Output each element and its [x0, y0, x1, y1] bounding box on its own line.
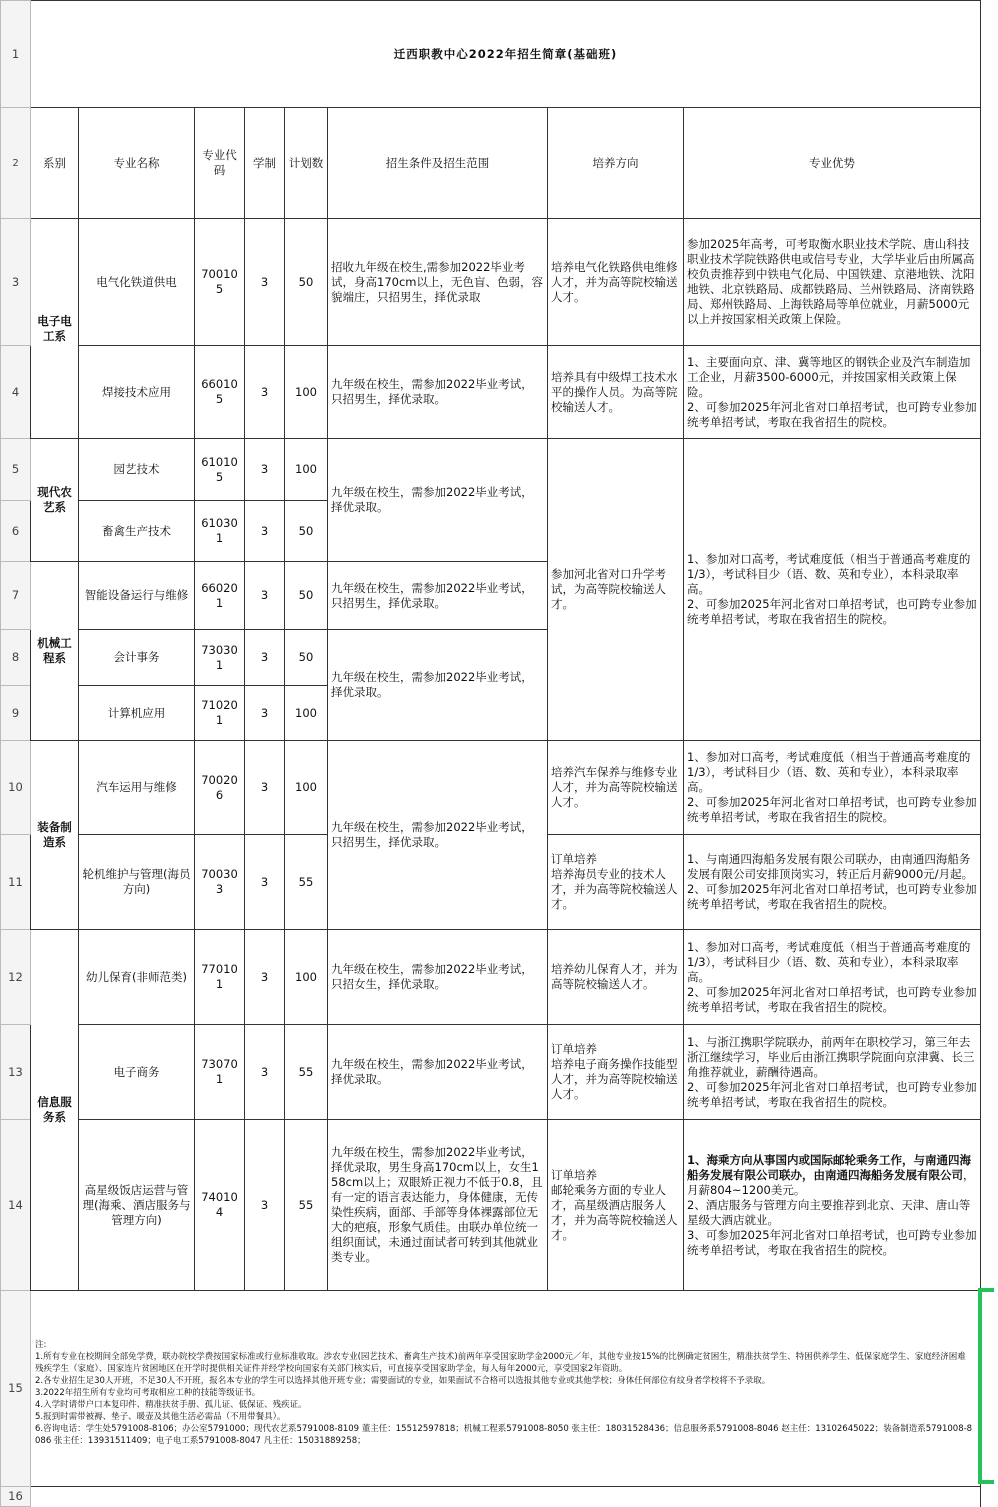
- major-code: 700303: [195, 835, 245, 930]
- plan-count: 100: [285, 930, 328, 1025]
- table-row: [1, 439, 998, 501]
- dept-agri: 现代农艺系: [31, 439, 79, 562]
- plan-count: 100: [285, 741, 328, 835]
- major-code: 660201: [195, 562, 245, 630]
- study-years: 3: [245, 1120, 285, 1291]
- conditions: 九年级在校生，需参加2022毕业考试，择优录取。: [328, 439, 548, 562]
- conditions: 九年级在校生，需参加2022毕业考试，只招男生，择优录取。: [328, 741, 548, 930]
- major-name: 轮机维护与管理(海员方向): [79, 835, 195, 930]
- row-number: 1: [1, 1, 31, 108]
- row-number: 10: [1, 741, 31, 835]
- plan-count: 100: [285, 346, 328, 439]
- major-name: 高星级饭店运营与管理(海乘、酒店服务与管理方向): [79, 1120, 195, 1291]
- major-name: 幼儿保育(非师范类): [79, 930, 195, 1025]
- selection-bracket: [978, 1288, 994, 1484]
- major-name: 计算机应用: [79, 686, 195, 741]
- header-code: 专业代码: [195, 108, 245, 219]
- row-number: 16: [1, 1487, 31, 1507]
- header-plan: 计划数: [285, 108, 328, 219]
- advantage: [684, 1120, 981, 1291]
- table-row: [1, 346, 998, 439]
- major-code: 700105: [195, 219, 245, 346]
- major-name: 会计事务: [79, 630, 195, 686]
- major-code: 610301: [195, 501, 245, 562]
- note-item: 5.报到时需带被褥、垫子、暖壶及其他生活必需品（不用带餐具）。: [35, 1411, 974, 1423]
- direction: 订单培养 邮轮乘务方面的专业人才，高星级酒店服务人才，并为高等院校输送人才。: [548, 1120, 684, 1291]
- row-number: 3: [1, 219, 31, 346]
- plan-count: 55: [285, 1120, 328, 1291]
- study-years: 3: [245, 741, 285, 835]
- note-item: 3.2022年招生所有专业均可考取相应工种的技能等级证书。: [35, 1387, 974, 1399]
- plan-count: 55: [285, 835, 328, 930]
- header-major: 专业名称: [79, 108, 195, 219]
- major-name: 园艺技术: [79, 439, 195, 501]
- direction: 培养具有中级焊工技术水平的操作人员。为高等院校输送人才。: [548, 346, 684, 439]
- header-conditions: 招生条件及招生范围: [328, 108, 548, 219]
- direction: 订单培养 培养电子商务操作技能型人才，并为高等院校输送人才。: [548, 1025, 684, 1120]
- study-years: 3: [245, 835, 285, 930]
- header-dept: 系别: [31, 108, 79, 219]
- row-number: 11: [1, 835, 31, 930]
- row-number: 5: [1, 439, 31, 501]
- major-name: 汽车运用与维修: [79, 741, 195, 835]
- notes-heading: 注:: [35, 1339, 974, 1351]
- row-number: 15: [1, 1291, 31, 1487]
- study-years: 3: [245, 930, 285, 1025]
- row-number: 14: [1, 1120, 31, 1291]
- conditions: 九年级在校生，需参加2022毕业考试，择优录取。: [328, 630, 548, 741]
- row-number: 4: [1, 346, 31, 439]
- major-name: 畜禽生产技术: [79, 501, 195, 562]
- study-years: 3: [245, 439, 285, 501]
- advantage: 1、与浙江携职学院联办，前两年在职校学习，第三年去浙江继续学习，毕业后由浙江携职学院面向京津冀、长三角推荐就业，薪酬待遇高。 2、可参加2025年河北省对口单招考试，也可跨专业参加统考单招考试，考取在我省招生的院校。: [684, 1025, 981, 1120]
- advantage: 1、参加对口高考，考试难度低（相当于普通高考难度的1/3），考试科目少（语、数、英和专业），本科录取率高。 2、可参加2025年河北省对口单招考试，也可跨专业参加统考单招考试，考取在我省招生的院校。: [684, 930, 981, 1025]
- plan-count: 100: [285, 686, 328, 741]
- advantage: 1、与南通四海船务发展有限公司联办，由南通四海船务发展有限公司安排顶岗实习，转正后月薪9000元/月起。 2、可参加2025年河北省对口单招考试，也可跨专业参加统考单招考试，考取在我省招生的院校。: [684, 835, 981, 930]
- dept-mech: 机械工程系: [31, 562, 79, 741]
- major-code: 700206: [195, 741, 245, 835]
- header-advantage: 专业优势: [684, 108, 981, 219]
- conditions: 九年级在校生，需参加2022毕业考试，只招男生，择优录取。: [328, 346, 548, 439]
- row-number: 8: [1, 630, 31, 686]
- plan-count: 55: [285, 1025, 328, 1120]
- header-direction: 培养方向: [548, 108, 684, 219]
- direction: 培养汽车保养与维修专业人才，并为高等院校输送人才。: [548, 741, 684, 835]
- table-row: [1, 930, 998, 1025]
- row-number: 9: [1, 686, 31, 741]
- note-item: 6.咨询电话：学生处5791008-8106；办公室5791000；现代农艺系5791008-8109 董主任：15512597818；机械工程系5791008-8050 张主任：18031528436；信息服务系5791008-8046 赵主任：13102645022；装备制造系5791008-8086 张主任：13931511409；电子电工系5791008-8047 凡主任：15031889258；: [35, 1423, 974, 1447]
- plan-count: 50: [285, 562, 328, 630]
- advantage: 1、参加对口高考，考试难度低（相当于普通高考难度的1/3），考试科目少（语、数、英和专业），本科录取率高。 2、可参加2025年河北省对口单招考试，也可跨专业参加统考单招考试，考取在我省招生的院校。: [684, 741, 981, 835]
- conditions: 九年级在校生，需参加2022毕业考试，择优录取，男生身高170cm以上，女生158cm以上；双眼矫正视力不低于0.8，且有一定的语言表达能力，身体健康，无传染性疾病，面部、手部等身体裸露部位无大的疤痕，形象气质佳。由联办单位统一组织面试，未通过面试者可转到其他就业类专业。: [328, 1120, 548, 1291]
- direction: 培养电气化铁路供电维修人才，并为高等院校输送人才。: [548, 219, 684, 346]
- study-years: 3: [245, 686, 285, 741]
- major-code: 730701: [195, 1025, 245, 1120]
- row-number: 6: [1, 501, 31, 562]
- conditions: 招收九年级在校生,需参加2022毕业考试，身高170cm以上，无色盲、色弱，容貌端庄，只招男生，择优录取: [328, 219, 548, 346]
- direction: 培养幼儿保育人才，并为高等院校输送人才。: [548, 930, 684, 1025]
- row-number: 2: [1, 108, 31, 219]
- table-row: [1, 1120, 998, 1291]
- major-name: 电子商务: [79, 1025, 195, 1120]
- notes-row: [1, 1291, 998, 1487]
- major-code: 660105: [195, 346, 245, 439]
- dept-equip: 装备制造系: [31, 741, 79, 930]
- conditions: 九年级在校生，需参加2022毕业考试，择优录取。: [328, 1025, 548, 1120]
- conditions: 九年级在校生，需参加2022毕业考试，只招女生，择优录取。: [328, 930, 548, 1025]
- major-name: 智能设备运行与维修: [79, 562, 195, 630]
- header-years: 学制: [245, 108, 285, 219]
- note-item: 4.入学时请带户口本复印件、精准扶贫手册、孤儿证、低保证、残疾证。: [35, 1399, 974, 1411]
- major-name: 电气化铁道供电: [79, 219, 195, 346]
- major-code: 770101: [195, 930, 245, 1025]
- study-years: 3: [245, 219, 285, 346]
- advantage: 参加2025年高考，可考取衡水职业技术学院、唐山科技职业技术学院铁路供电或信号专业，大学毕业后由所属高校负责推荐到中铁电气化局、中国铁建、京港地铁、沈阳地铁、北京铁路局、成都铁路局、兰州铁路局、济南铁路局、郑州铁路局、上海铁路局等单位就业，月薪5000元以上并按国家相关政策上保险。: [684, 219, 981, 346]
- advantage-highlight: 1、海乘方向从事国内或国际邮轮乘务工作，与南通四海船务发展有限公司联办，由南通四海船务发展有限公司: [687, 1153, 971, 1182]
- advantage-rest: ，月薪804~1200美元。 2、酒店服务与管理方向主要推荐到北京、天津、唐山等星级大酒店就业。 3、可参加2025年河北省对口单招考试，也可跨专业参加统考单招考试，考取在我省招生的院校。: [687, 1168, 977, 1257]
- advantage: 1、主要面向京、津、冀等地区的钢铁企业及汽车制造加工企业，月薪3500-6000元，并按国家相关政策上保险。 2、可参加2025年河北省对口单招考试，也可跨专业参加统考单招考试，考取在我省招生的院校。: [684, 346, 981, 439]
- advantage: 1、参加对口高考，考试难度低（相当于普通高考难度的1/3），考试科目少（语、数、英和专业），本科录取率高。 2、可参加2025年河北省对口单招考试，也可跨专业参加统考单招考试，考取在我省招生的院校。: [684, 439, 981, 741]
- row-number: 7: [1, 562, 31, 630]
- study-years: 3: [245, 562, 285, 630]
- conditions: 九年级在校生，需参加2022毕业考试，只招男生，择优录取。: [328, 562, 548, 630]
- dept-electronics: 电子电工系: [31, 219, 79, 439]
- study-years: 3: [245, 630, 285, 686]
- direction: 参加河北省对口升学考试，为高等院校输送人才。: [548, 439, 684, 741]
- plan-count: 100: [285, 439, 328, 501]
- note-item: 1.所有专业在校期间全部免学费，联办院校学费按国家标准或行业标准收取。涉农专业(园艺技术、畜禽生产技术)前两年享受国家助学金2000元／年，其他专业按15%的比例确定贫困生，精准扶贫学生、特困供养学生、低保家庭学生、家庭经济困难残疾学生（家庭）、国家连片贫困地区在开学时提供相关证件并经学校向国家有关部门核实后，可直接享受国家助学金，每人每年2000元，享受国家2年资助。: [35, 1351, 974, 1375]
- major-code: 710201: [195, 686, 245, 741]
- direction: 订单培养 培养海员专业的技术人才，并为高等院校输送人才。: [548, 835, 684, 930]
- major-code: 610105: [195, 439, 245, 501]
- header-row: [1, 108, 998, 219]
- plan-count: 50: [285, 630, 328, 686]
- table-row: [1, 219, 998, 346]
- note-item: 2.各专业招生足30人开班，不足30人不开班，报名本专业的学生可以选择其他开班专业；需要面试的专业，如果面试不合格可以选报其他专业或其他学校；身体任何部位有纹身者学校将不予录取。: [35, 1375, 974, 1387]
- table-row: [1, 741, 998, 835]
- table-row: [1, 1025, 998, 1120]
- notes: [31, 1291, 981, 1487]
- plan-count: 50: [285, 501, 328, 562]
- major-code: 740104: [195, 1120, 245, 1291]
- major-code: 730301: [195, 630, 245, 686]
- dept-info: 信息服务系: [31, 930, 79, 1291]
- row-number: 12: [1, 930, 31, 1025]
- study-years: 3: [245, 1025, 285, 1120]
- page-title: 迁西职教中心2022年招生简章(基础班): [31, 1, 981, 108]
- major-name: 焊接技术应用: [79, 346, 195, 439]
- study-years: 3: [245, 501, 285, 562]
- table-row: [1, 1487, 998, 1507]
- study-years: 3: [245, 346, 285, 439]
- row-number: 13: [1, 1025, 31, 1120]
- plan-count: 50: [285, 219, 328, 346]
- title-row: [1, 1, 998, 108]
